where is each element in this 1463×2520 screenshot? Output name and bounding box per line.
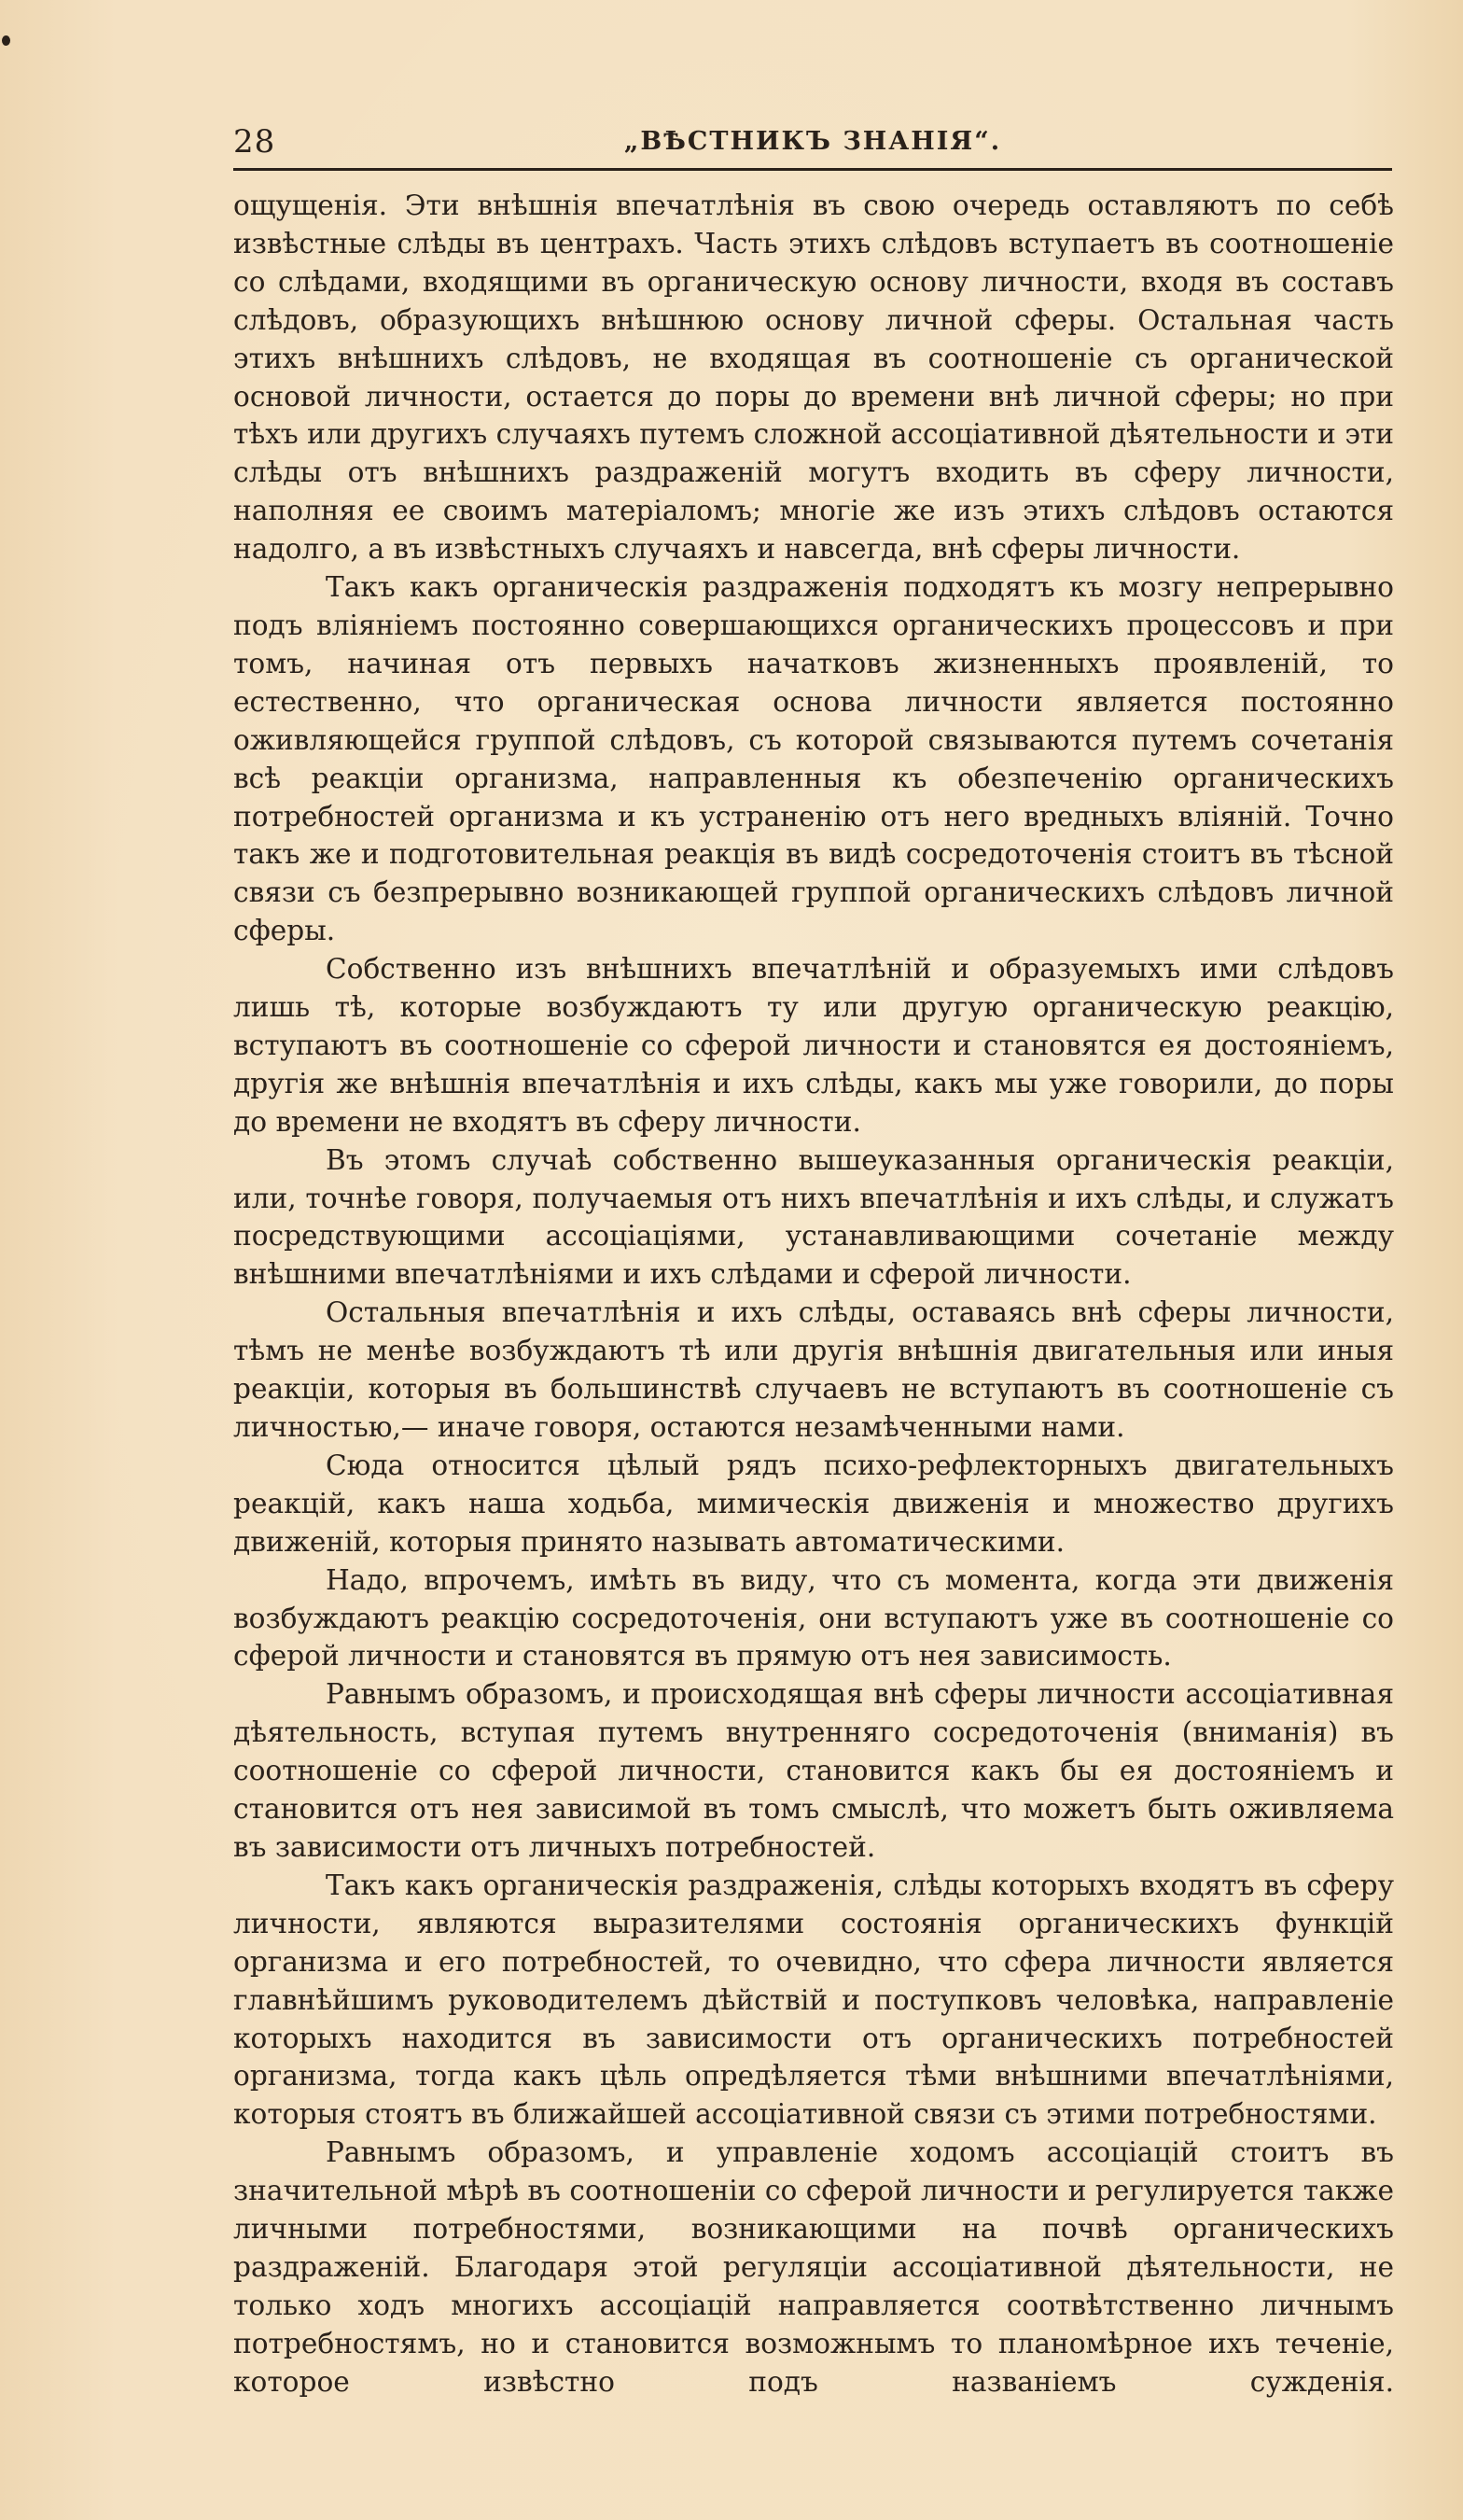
page-number: 28	[233, 123, 276, 161]
paragraph: Равнымъ образомъ, и управленіе ходомъ ассоціацій стоитъ въ значительной мѣрѣ въ соотношеніи со сферой личности и регулируется также личными потребностями, возникающими на почвѣ органическихъ раздраженій. Благодаря этой регуляціи ассоціативной дѣятельности, не только ходъ многихъ ассоціацій направляется соотвѣтственно личнымъ потребностямъ, но и становится возможнымъ то планомѣрное ихъ теченіе, которое извѣстно подъ названіемъ сужденія.	[233, 2136, 1394, 2398]
paragraph: Равнымъ образомъ, и происходящая внѣ сферы личности ассоціативная дѣятельность, вступая путемъ внутренняго сосредоточенія (вниманія) въ соотношеніе со сферой личности, становится какъ бы ея достояніемъ и становится отъ нея зависимой въ томъ смыслѣ, что можетъ быть оживляема въ зависимости отъ личныхъ потребностей.	[233, 1678, 1394, 1863]
page-header	[233, 119, 1392, 166]
header-rule	[233, 168, 1392, 171]
running-title: „ВѢСТНИКЪ ЗНАНІЯ“.	[623, 127, 1002, 156]
paragraph: Собственно изъ внѣшнихъ впечатлѣній и образуемыхъ ими слѣдовъ лишь тѣ, которые возбуждаютъ ту или другую органическую реакцію, вступаютъ въ соотношеніе со сферой личности и становятся ея достояніемъ, другія же внѣшнія впечатлѣнія и ихъ слѣды, какъ мы уже говорили, до поры до времени не входятъ въ сферу личности.	[233, 953, 1394, 1138]
paragraph: Такъ какъ органическія раздраженія подходятъ къ мозгу непрерывно подъ вліяніемъ постоянно совершающихся органическихъ процессовъ и при томъ, начиная отъ первыхъ начатковъ жизненныхъ проявленій, то естественно, что органическая основа личности является постоянно оживляющейся группой слѣдовъ, съ которой связываются путемъ сочетанія всѣ реакціи организма, направленныя къ обезпеченію органическихъ потребностей организма и къ устраненію отъ него вредныхъ вліяній. Точно такъ же и подготовительная реакція въ видѣ сосредоточенія стоитъ въ тѣсной связи съ безпрерывно возникающей группой органическихъ слѣдовъ личной сферы.	[233, 571, 1394, 947]
paragraph: Надо, впрочемъ, имѣть въ виду, что съ момента, когда эти движенія возбуждаютъ реакцію сосредоточенія, они вступаютъ уже въ соотношеніе со сферой личности и становятся въ прямую отъ нея зависимость.	[233, 1563, 1394, 1673]
paragraph: Въ этомъ случаѣ собственно вышеуказанныя органическія реакціи, или, точнѣе говоря, получаемыя отъ нихъ впечатлѣнія и ихъ слѣды, и служатъ посредствующими ассоціаціями, устанавливающими сочетаніе между внѣшними впечатлѣніями и ихъ слѣдами и сферой личности.	[233, 1143, 1394, 1291]
paragraph: Сюда относится цѣлый рядъ психо-рефлекторныхъ двигательныхъ реакцій, какъ наша ходьба, мимическія движенія и множество другихъ движеній, которыя принято называть автоматическими.	[233, 1449, 1394, 1558]
paragraph: Остальныя впечатлѣнія и ихъ слѣды, оставаясь внѣ сферы личности, тѣмъ не менѣе возбуждаютъ тѣ или другія внѣшнія двигательныя или иныя реакціи, которыя въ большинствѣ случаевъ не вступаютъ въ соотношеніе съ личностью,— иначе говоря, остаются незамѣченными нами.	[233, 1296, 1394, 1443]
paragraph: Такъ какъ органическія раздраженія, слѣды которыхъ входятъ въ сферу личности, являются выразителями состоянія органическихъ функцій организма и его потребностей, то очевидно, что сфера личности является главнѣйшимъ руководителемъ дѣйствій и поступковъ человѣка, направленіе которыхъ находится въ зависимости отъ органическихъ потребностей организма, тогда какъ цѣль опредѣляется тѣми внѣшними впечатлѣніями, которыя стоятъ въ ближайшей ассоціативной связи съ этими потребностями.	[233, 1869, 1394, 2131]
article-body	[233, 187, 1394, 2401]
paragraph: ощущенія. Эти внѣшнія впечатлѣнія въ свою очередь оставляютъ по себѣ извѣстные слѣды въ центрахъ. Часть этихъ слѣдовъ вступаетъ въ соотношеніе со слѣдами, входящими въ органическую основу личности, входя въ составъ слѣдовъ, образующихъ внѣшнюю основу личной сферы. Остальная часть этихъ внѣшнихъ слѣдовъ, не входящая въ соотношеніе съ органической основой личности, остается до поры до времени внѣ личной сферы; но при тѣхъ или другихъ случаяхъ путемъ сложной ассоціативной дѣятельности и эти слѣды отъ внѣшнихъ раздраженій могутъ входить въ сферу личности, наполняя ее своимъ матеріаломъ; многіе же изъ этихъ слѣдовъ остаются надолго, а въ извѣстныхъ случаяхъ и навсегда, внѣ сферы личности.	[233, 189, 1394, 566]
ink-speck	[2, 35, 10, 46]
